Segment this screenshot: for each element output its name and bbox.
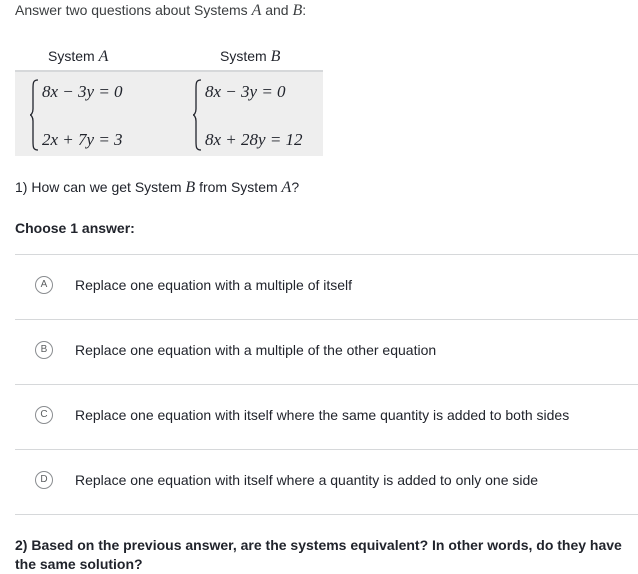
intro-text-3: : [302,2,307,18]
intro-text-2: and [261,2,293,18]
choice-c-text: Replace one equation with itself where the same quantity is added to both sides [75,407,570,423]
choice-c[interactable] [15,384,638,449]
question-1: 1) How can we get System B from System A? [15,179,300,196]
answer-choices [15,254,638,515]
instructions-text [15,2,306,20]
left-brace-icon [192,79,202,151]
intro-var-a: A [251,2,262,19]
system-b-equation-2: 8x + 28y = 12 [205,130,303,149]
choice-c-radio[interactable]: C [35,406,53,424]
system-a-equation-1: 8x − 3y = 0 [42,82,123,101]
intro-text-1: Answer two questions about Systems [15,2,252,18]
choice-a[interactable] [15,254,638,319]
choice-a-radio[interactable]: A [35,276,53,294]
system-a-equation-2: 2x + 7y = 3 [42,130,123,149]
choice-d-text: Replace one equation with itself where a quantity is added to only one side [75,472,539,488]
choose-answer-label: Choose 1 answer: [15,220,135,236]
systems-table-body [15,72,323,156]
system-b-equation-1: 8x − 3y = 0 [205,82,286,101]
choice-b-radio[interactable]: B [35,341,53,359]
choice-b[interactable] [15,319,638,384]
choice-a-text: Replace one equation with a multiple of itself [75,277,353,293]
intro-var-b: B [292,2,303,19]
choice-b-text: Replace one equation with a multiple of the other equation [75,342,437,358]
system-a-header: System A [48,48,109,65]
question-2: 2) Based on the previous answer, are the systems equivalent? In other words, do they have the same solution? [15,537,622,572]
choice-d-radio[interactable]: D [35,471,53,489]
left-brace-icon [29,79,39,151]
system-b-header: System B [220,48,281,65]
choice-d[interactable] [15,449,638,515]
